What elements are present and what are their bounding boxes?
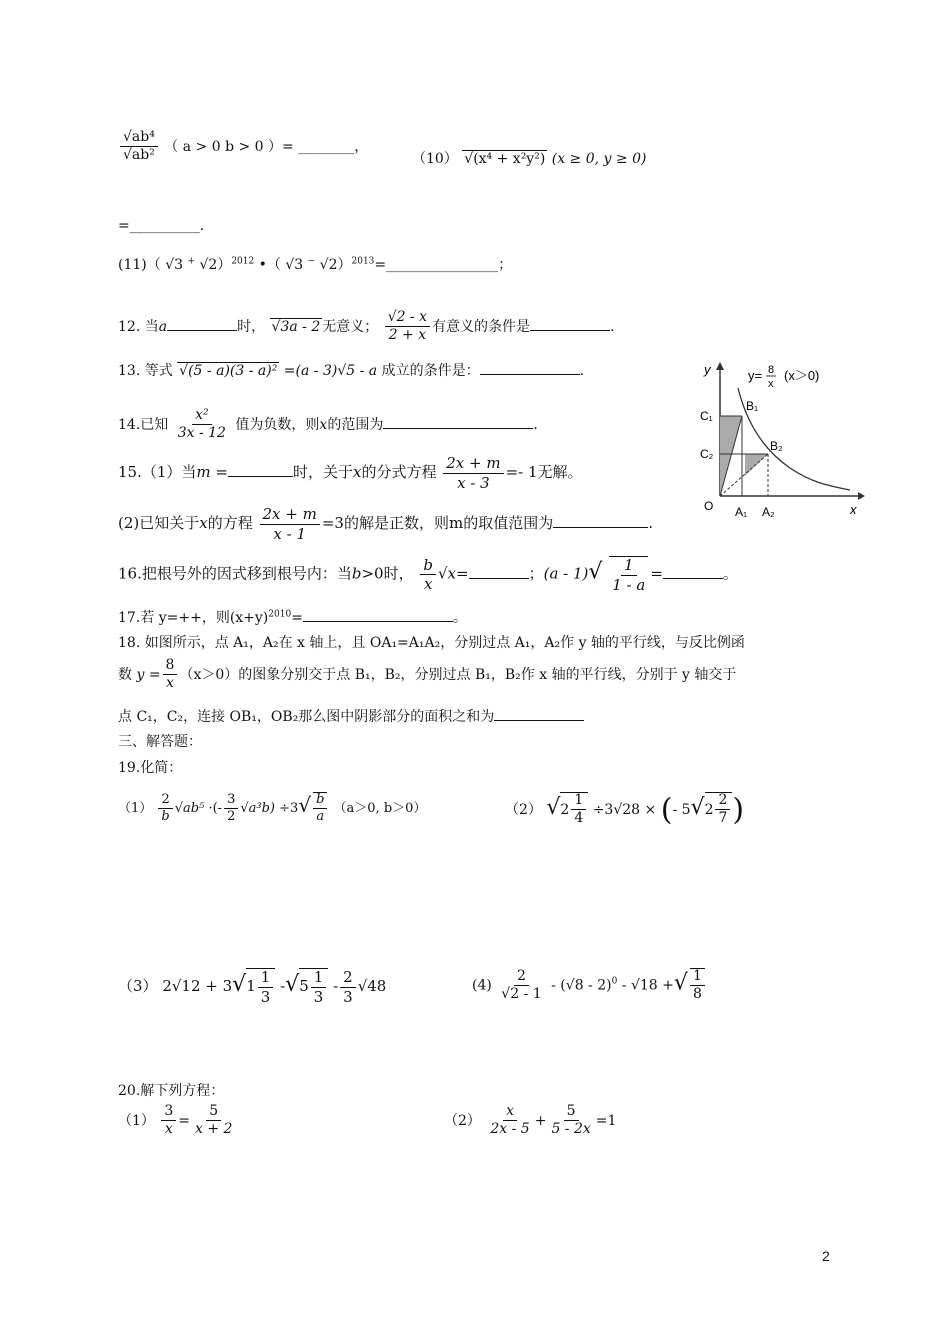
q20-p2-rd: 5 - 2x: [551, 1121, 591, 1138]
q19-p3-t2: -: [280, 977, 286, 995]
q11-tail: =________________；: [374, 257, 513, 273]
q19-p2-frac2: [715, 793, 730, 827]
q9: [118, 130, 368, 164]
q17: [118, 607, 467, 627]
inverse-function-graph: [690, 358, 865, 523]
q20-p1-ln: 3: [161, 1104, 176, 1121]
q19-p4-frac2: [690, 968, 705, 1003]
q19-p1-frac1: [158, 793, 172, 825]
q19-p1-den3: a: [316, 809, 325, 825]
q12-lead: 12. 当: [118, 318, 159, 335]
q19-p2-n1: 1: [571, 793, 586, 810]
q15a-t2: 的分式方程: [361, 463, 437, 481]
q16-eq: =: [456, 564, 469, 583]
q20-p2-eq: =1: [595, 1112, 617, 1129]
q19-p3-w2: 5: [299, 977, 309, 995]
q15a-t: 时，关于: [292, 463, 353, 481]
q13-end: .: [579, 363, 585, 379]
q19-p3-radical-sign: √: [232, 972, 247, 997]
q14-var: x: [319, 416, 328, 433]
q20-p2-plus: +: [534, 1112, 547, 1129]
q16: [118, 556, 738, 593]
q17-exp: 2010: [268, 609, 292, 620]
q13-rhs: =(a - 3)√5 - a: [283, 363, 378, 379]
q16-fraction2: [609, 556, 648, 593]
q19-p2-w2: 2: [704, 801, 714, 818]
q19-p1-radical-sign: √: [298, 792, 312, 817]
q20-p2-ld: 2x - 5: [490, 1121, 530, 1138]
q19-p2-label: （2）: [505, 801, 542, 818]
q11-d: √2: [319, 257, 338, 273]
q19-p2-rparen: ): [732, 792, 745, 828]
q19-p1-den2: 2: [227, 808, 236, 824]
q15a-blank: [228, 462, 293, 477]
q19-p1-r1: √ab⁵: [174, 800, 205, 816]
q19-p1: [118, 792, 426, 825]
q19-p2-div: ÷3√28 ×: [592, 801, 657, 818]
q14-blank: [383, 414, 533, 429]
q15b-end: .: [648, 514, 653, 532]
q20-p1-lfrac: [161, 1104, 176, 1138]
q17-text: 17.若 y=++，则(x+y): [118, 610, 269, 626]
q11-a: √3: [165, 257, 184, 273]
q11-b: √2: [199, 257, 218, 273]
q16-t: >0时，: [361, 564, 414, 583]
graph-x-label: x: [850, 502, 857, 517]
q16-radical-sign: √: [588, 559, 603, 585]
q19-p2-radical-sign: √: [546, 794, 561, 820]
q9-num: √ab⁴: [120, 130, 158, 147]
q16-inum: 1: [621, 557, 637, 576]
q20-p1-rfrac: [192, 1104, 235, 1138]
q11-exp1: 2012: [231, 256, 255, 267]
q20-p2-label: （2）: [444, 1112, 481, 1129]
q18-fx: y =: [136, 666, 161, 683]
q20-p2-rn: 5: [564, 1104, 579, 1121]
q19-p3: [118, 968, 386, 1005]
q14-fraction: [175, 408, 229, 442]
q15b-t: 的方程: [207, 514, 253, 532]
q15b-var: x: [199, 514, 208, 532]
q19-p4-label: (4): [472, 977, 492, 994]
q19-p3-w: 1: [246, 977, 256, 995]
q17-end: 。: [452, 610, 467, 626]
q19-p1-frac2: [224, 793, 238, 825]
q10-expr: √(x⁴ + x²y²): [464, 151, 546, 167]
q19-p3-frac3: [340, 969, 356, 1005]
q15b-fraction: [260, 506, 320, 542]
q12-t2: 无意义；: [322, 318, 379, 335]
q12-var: a: [158, 318, 168, 335]
q14-end: .: [533, 416, 538, 433]
q15a-num: 2x + m: [443, 455, 503, 474]
q11: (11)（ √3 + √2）$^{2012}$ •（ √3 − √2）$^{2013}$=________________；: [118, 256, 513, 273]
q19-p3-mixed1: [246, 968, 275, 1005]
graph-eq-cond: (x＞0): [784, 368, 820, 383]
q16-blank1: [469, 564, 529, 579]
q19-p3-frac2: [311, 969, 327, 1005]
q14-den: 3x - 12: [177, 425, 226, 442]
y-axis-arrow: [716, 362, 724, 370]
graph-eq-num: 8: [768, 364, 775, 376]
q18-line1: 18. 如图所示，点 A₁，A₂在 x 轴上，且 OA₁=A₁A₂，分别过点 A₁，A₂作 y 轴的平行线，与反比例函: [118, 635, 745, 651]
q15a-rhs: =- 1无解。: [505, 463, 583, 481]
q12: [118, 310, 615, 344]
q19-p1-label: （1）: [118, 800, 153, 816]
q11-op1: +: [187, 256, 196, 267]
graph-b1-label: B₁: [746, 399, 759, 413]
q11-label: (11)（: [118, 257, 161, 273]
q19-p4-frac1: [498, 969, 544, 1003]
q17-blank: [303, 607, 453, 622]
q12-num: √2 - x: [385, 310, 430, 327]
q20-p1-rn: 5: [206, 1104, 221, 1121]
q19-p3-label: （3）: [118, 977, 158, 995]
q19-p4-fn: 2: [514, 969, 529, 986]
q15b-den: x - 1: [273, 524, 306, 543]
q16-var: b: [351, 564, 362, 583]
q18-fden: x: [166, 675, 174, 692]
q12-den: 2 + x: [388, 327, 427, 344]
q10: [412, 148, 646, 168]
q14-num: x²: [192, 408, 212, 425]
q15a-lead: 15.（1）当: [118, 463, 197, 481]
q18-line3: [118, 706, 584, 726]
q19-p1-cond: （a＞0, b＞0）: [333, 800, 427, 816]
q9-cond: （ a > 0 b > 0 ）=: [164, 138, 294, 155]
q12-blank2: [530, 316, 610, 331]
q17-tail: =: [291, 610, 303, 626]
q19-p3-t1: 2√12 + 3: [162, 977, 233, 995]
q20-p1-label: （1）: [118, 1112, 155, 1129]
q19-p4-radical-sign: √: [673, 970, 688, 996]
q14-lead: 14.已知: [118, 416, 169, 433]
section-3-heading: 三、解答题：: [118, 734, 202, 750]
q16-expr: (a - 1): [543, 564, 589, 583]
q19-p4: [472, 968, 707, 1003]
q19-p4-rn: 1: [690, 969, 705, 986]
q9-fraction: [120, 130, 158, 164]
q13-lead: 13. 等式: [118, 363, 173, 379]
q18-line3-text: 点 C₁，C₂，连接 OB₁，OB₂那么图中阴影部分的面积之和为: [118, 709, 495, 725]
q19-p2-n2: 2: [715, 793, 730, 810]
q19-p3-d2: 3: [313, 987, 324, 1006]
x-axis-arrow: [858, 492, 865, 500]
q19-p1-num3: b: [313, 793, 327, 809]
q19-p2-mixed2: [705, 792, 733, 827]
q16-sep: ；: [528, 564, 544, 583]
q11-op2: −: [307, 256, 316, 267]
q19-p2-d2: 7: [718, 810, 728, 827]
q19-p4-rd: 8: [692, 986, 702, 1003]
q19-p2-w1: 2: [560, 801, 570, 818]
q10-label: （10）: [412, 151, 458, 167]
q11-mid: •（: [258, 257, 281, 273]
q16-fraction1: [420, 557, 436, 593]
q15b-rhs: =3的解是正数，则m的取值范围为: [321, 514, 554, 532]
q18-blank: [494, 706, 584, 721]
q16-blank2: [663, 564, 723, 579]
q16-rad: √x: [437, 564, 457, 583]
q20-p1: [118, 1104, 237, 1138]
q19-p3-mixed2: [299, 968, 328, 1005]
q13: [118, 360, 584, 380]
graph-c2-label: C₂: [700, 447, 714, 461]
q19-p3-t3: -: [333, 977, 339, 995]
q15b-num: 2x + m: [260, 506, 320, 525]
q12-end: .: [610, 318, 615, 335]
q20-p2: [444, 1104, 616, 1138]
q18-fnum: 8: [163, 658, 178, 675]
q11-exp2: 2013: [351, 256, 375, 267]
q12-t1: 时，: [237, 318, 266, 335]
q19-p1-div: ÷3: [279, 800, 299, 816]
q19-p3-n2: 1: [311, 969, 327, 988]
q16-iden: 1 - a: [612, 575, 646, 594]
q18-line2: [118, 658, 736, 692]
q19-p4-t2: - √18 +: [621, 977, 674, 994]
q15b-blank: [553, 513, 648, 528]
q19-p1-r2: √a³b): [240, 800, 275, 816]
q20-p1-ld: x: [164, 1121, 173, 1138]
q19-p2-neg: - 5: [672, 801, 691, 818]
q9-blank: ________，: [298, 138, 369, 155]
page-number: 2: [822, 1248, 830, 1264]
q13-blank: [480, 360, 580, 375]
q19-p2-d1: 4: [574, 810, 584, 827]
q19-p2-mixed1: [560, 792, 588, 827]
q19-p1-mul: ·(-: [208, 800, 223, 816]
graph-y-label: y: [704, 362, 711, 377]
q15b: [118, 506, 653, 542]
q19-p1-num2: 3: [224, 793, 238, 809]
q19-p3-fn: 2: [340, 969, 356, 988]
q12-rad: √3a - 2: [271, 318, 321, 335]
graph-eq-label: y=: [748, 368, 763, 383]
q19-p3-fd: 3: [343, 987, 353, 1006]
q20-title: 20.解下列方程：: [118, 1083, 225, 1099]
q14-t: 值为负数，则: [235, 416, 320, 433]
q12-blank1: [167, 316, 237, 331]
q19-p3-n: 1: [258, 969, 274, 988]
q19-p2-lparen: (: [660, 792, 673, 828]
q9-den: √ab²: [123, 147, 155, 164]
q19-p1-frac3: [313, 792, 327, 825]
q19-p2: [505, 792, 744, 827]
q19-p3-t4: √48: [357, 977, 387, 995]
q16-den: x: [423, 575, 433, 593]
q15a: [118, 455, 583, 491]
q15a-fraction: [443, 455, 503, 491]
q19-p4-fd: √2 - 1: [501, 985, 542, 1002]
graph-c1-label: C₁: [700, 409, 713, 423]
q19-p2-frac1: [571, 793, 586, 827]
q14-t2: 的范围为: [327, 416, 384, 433]
graph-origin-label: O: [704, 499, 714, 513]
q15b-lead: (2)已知关于: [118, 514, 200, 532]
q16-lead: 16.把根号外的因式移到根号内：当: [118, 564, 352, 583]
q13-t: 成立的条件是：: [381, 363, 480, 379]
q19-p2-radical-sign2: √: [690, 794, 705, 820]
graph-a2-label: A₂: [762, 505, 775, 519]
q16-eq2: =: [650, 564, 663, 583]
q19-p3-d: 3: [260, 987, 271, 1006]
q19-p3-frac1: [258, 969, 274, 1005]
graph-eq-den: x: [768, 378, 774, 390]
q18-fraction: [163, 658, 178, 692]
q13-lhs: √(5 - a)(3 - a)²: [179, 363, 278, 379]
q19-p1-num: 2: [158, 793, 172, 809]
q20-p2-rfrac: [548, 1104, 593, 1138]
q19-title: 19.化简：: [118, 760, 183, 776]
q16-num: b: [420, 557, 436, 576]
q15a-den: x - 3: [457, 473, 490, 492]
q11-c: √3: [285, 257, 304, 273]
shaded-triangle-2: [745, 454, 768, 476]
q19-p4-exp: 0: [611, 976, 618, 987]
q14: [118, 408, 538, 442]
q18-line2b: （x＞0）的图象分别交于点 B₁，B₂，分别过点 B₁，B₂作 x 轴的平行线，分别于 y 轴交于: [179, 666, 737, 683]
q20-p2-lfrac: [487, 1104, 532, 1138]
q19-p1-den: b: [161, 808, 170, 824]
q19-p3-radical-sign2: √: [285, 972, 300, 997]
q10-cont: =__________.: [118, 218, 205, 234]
q15a-var2: x: [352, 463, 362, 481]
q20-p1-eq: =: [178, 1112, 191, 1129]
q16-end: 。: [722, 564, 738, 583]
q20-p2-ln: x: [503, 1104, 517, 1121]
q12-t3: 有意义的条件是: [432, 318, 531, 335]
q12-fraction: [385, 310, 430, 344]
graph-b2-label: B₂: [770, 439, 783, 453]
q10-cond: (x ≥ 0, y ≥ 0): [551, 151, 647, 167]
q20-p1-rd: x + 2: [195, 1121, 233, 1138]
q18-line2a: 数: [118, 666, 132, 683]
graph-a1-label: A₁: [735, 505, 748, 519]
q19-p4-t1: - (√8 - 2): [551, 977, 612, 994]
q15a-var: m =: [196, 463, 228, 481]
